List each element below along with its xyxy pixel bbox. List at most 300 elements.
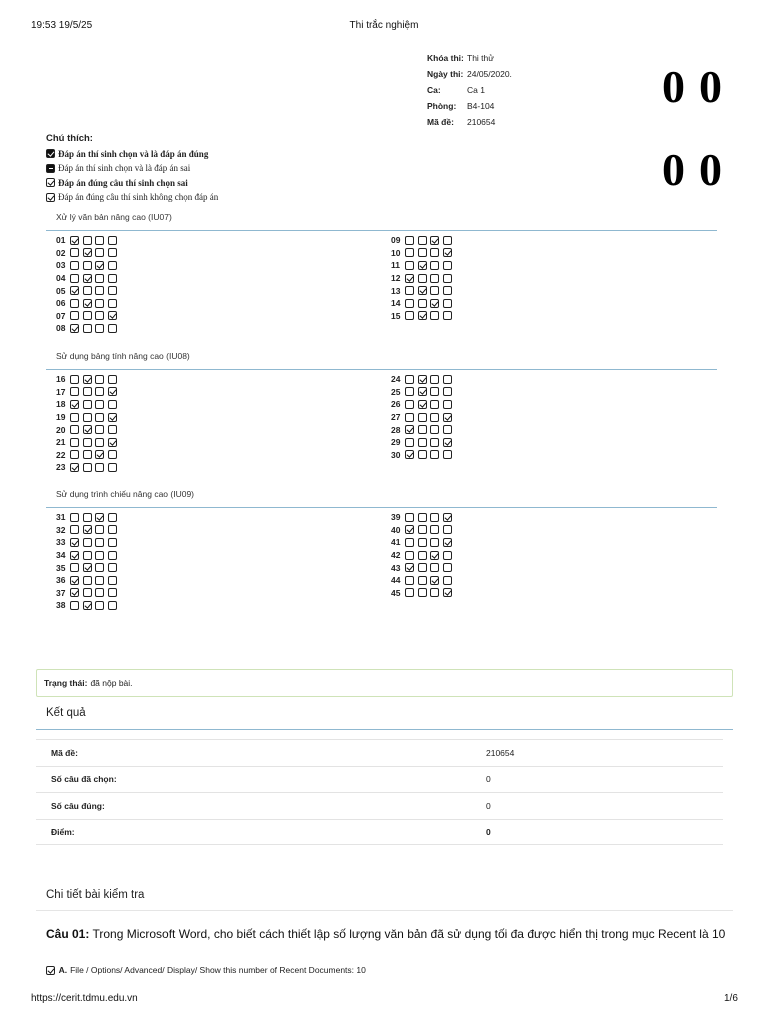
check-box-icon [443, 513, 452, 522]
question-body: Trong Microsoft Word, cho biết cách thiết lập số lượng văn bản đã sử dụng tối đa được hiển thị trong mục Recent là 10 [89, 927, 726, 941]
empty-box-icon [83, 236, 92, 245]
question-number: 19 [56, 412, 66, 423]
empty-box-icon [95, 324, 104, 333]
empty-box-icon [418, 248, 427, 257]
result-heading: Kết quả [46, 707, 86, 719]
empty-box-icon [108, 286, 117, 295]
empty-box-icon [418, 438, 427, 447]
empty-box-icon [83, 588, 92, 597]
answer-row [56, 386, 120, 399]
answer-row [391, 411, 455, 424]
empty-box-icon [108, 551, 117, 560]
answer-row [56, 549, 120, 562]
question-number: 04 [56, 273, 66, 284]
empty-box-icon [108, 576, 117, 585]
answer-text: File / Options/ Advanced/ Display/ Show this number of Recent Documents: 10 [70, 965, 366, 975]
empty-box-icon [108, 525, 117, 534]
question-number: 39 [391, 512, 401, 523]
empty-box-icon [405, 576, 414, 585]
answer-row [56, 310, 120, 323]
question-number: 10 [391, 247, 401, 258]
empty-box-icon [83, 387, 92, 396]
page-title: Thi trắc nghiệm [349, 20, 419, 31]
question-number: 02 [56, 247, 66, 258]
check-box-icon [443, 538, 452, 547]
empty-box-icon [405, 375, 414, 384]
empty-box-icon [70, 261, 79, 270]
empty-box-icon [108, 274, 117, 283]
check-box-icon [83, 601, 92, 610]
legend-item-text: Đáp án thí sinh chọn và là đáp án đúng [58, 148, 209, 159]
result-label: Điểm: [51, 826, 75, 837]
empty-box-icon [443, 551, 452, 560]
empty-box-icon [430, 387, 439, 396]
question-number: 45 [391, 587, 401, 598]
question-number: 44 [391, 575, 401, 586]
question-number: 26 [391, 399, 401, 410]
question-number: 07 [56, 310, 66, 321]
empty-box-icon [95, 525, 104, 534]
result-label: Mã đề: [51, 747, 78, 758]
answer-row [56, 436, 120, 449]
empty-box-icon [443, 576, 452, 585]
footer-page: 1/6 [724, 993, 738, 1004]
section-divider [46, 507, 717, 508]
empty-box-icon [443, 425, 452, 434]
empty-box-icon [95, 563, 104, 572]
question-number: 09 [391, 235, 401, 246]
question-number: 25 [391, 386, 401, 397]
answer-row [56, 297, 120, 310]
question-number: 24 [391, 374, 401, 385]
empty-box-icon [95, 286, 104, 295]
empty-box-icon [95, 425, 104, 434]
legend-item [46, 161, 218, 176]
empty-box-icon [418, 413, 427, 422]
empty-box-icon [405, 513, 414, 522]
question-number: 14 [391, 298, 401, 309]
empty-box-icon [108, 248, 117, 257]
check-box-icon [405, 563, 414, 572]
exam-info-row [427, 98, 512, 114]
empty-box-icon [83, 513, 92, 522]
answer-row [56, 536, 120, 549]
exam-info-row [427, 66, 512, 82]
empty-box-icon [83, 463, 92, 472]
question-number: 40 [391, 524, 401, 535]
check-box-icon [108, 413, 117, 422]
legend-item [46, 190, 218, 205]
filled-check-box-icon [46, 149, 55, 158]
exam-info-value: Thi thử [467, 53, 494, 63]
empty-box-icon [430, 248, 439, 257]
result-value: 210654 [486, 747, 515, 758]
empty-box-icon [430, 563, 439, 572]
empty-box-icon [70, 525, 79, 534]
answer-column-left [56, 373, 120, 474]
empty-box-icon [108, 563, 117, 572]
question-number: 13 [391, 285, 401, 296]
result-value: 0 [486, 800, 491, 811]
result-row [36, 819, 723, 846]
exam-info [427, 50, 512, 130]
check-box-icon [108, 387, 117, 396]
detail-heading: Chi tiết bài kiểm tra [46, 889, 145, 901]
check-box-icon [70, 324, 79, 333]
empty-box-icon [443, 311, 452, 320]
question-number: 43 [391, 562, 401, 573]
empty-box-icon [108, 324, 117, 333]
question-number: 01 [56, 235, 66, 246]
legend-item-text: Đáp án đúng câu thí sinh không chọn đáp án [58, 192, 219, 202]
empty-box-icon [430, 538, 439, 547]
check-box-icon [46, 178, 55, 187]
question-number: 41 [391, 537, 401, 548]
empty-box-icon [108, 588, 117, 597]
empty-box-icon [418, 551, 427, 560]
check-box-icon [83, 375, 92, 384]
empty-box-icon [70, 601, 79, 610]
empty-box-icon [405, 286, 414, 295]
question-number: 33 [56, 537, 66, 548]
empty-box-icon [443, 236, 452, 245]
empty-box-icon [95, 601, 104, 610]
question-number: 37 [56, 587, 66, 598]
question-number: 32 [56, 524, 66, 535]
answer-row [391, 574, 455, 587]
answer-row [391, 373, 455, 386]
empty-box-icon [95, 299, 104, 308]
answer-row [391, 436, 455, 449]
empty-box-icon [108, 538, 117, 547]
score-display-bottom: 00 [662, 144, 736, 195]
empty-box-icon [95, 400, 104, 409]
empty-box-icon [443, 299, 452, 308]
empty-box-icon [95, 375, 104, 384]
answer-row [56, 574, 120, 587]
empty-box-icon [83, 576, 92, 585]
answer-row [56, 599, 120, 612]
empty-box-icon [70, 425, 79, 434]
answer-column-right [391, 373, 455, 461]
empty-box-icon [418, 450, 427, 459]
empty-box-icon [430, 413, 439, 422]
answer-row [391, 247, 455, 260]
empty-box-icon [430, 525, 439, 534]
check-box-icon [443, 413, 452, 422]
answer-row [391, 234, 455, 247]
question-number: 22 [56, 449, 66, 460]
empty-box-icon [83, 551, 92, 560]
empty-box-icon [443, 286, 452, 295]
answer-row [56, 398, 120, 411]
empty-box-icon [70, 387, 79, 396]
check-box-icon [430, 576, 439, 585]
question-number: 28 [391, 424, 401, 435]
answer-row [56, 411, 120, 424]
exam-info-label: Phòng: [427, 101, 457, 111]
answer-row [391, 549, 455, 562]
check-box-icon [405, 450, 414, 459]
exam-info-value: 24/05/2020. [467, 69, 512, 79]
empty-box-icon [405, 299, 414, 308]
check-box-icon [418, 286, 427, 295]
empty-box-icon [83, 324, 92, 333]
check-box-icon [405, 274, 414, 283]
empty-box-icon [430, 375, 439, 384]
footer-url: https://cerit.tdmu.edu.vn [31, 993, 138, 1004]
check-box-icon [443, 588, 452, 597]
answer-row [56, 284, 120, 297]
result-label: Số câu đã chọn: [51, 774, 117, 785]
answer-row [391, 587, 455, 600]
result-row [36, 739, 723, 766]
question-number: 11 [391, 260, 400, 271]
empty-box-icon [443, 563, 452, 572]
status-value: đã nộp bài. [90, 678, 133, 688]
check-box-icon [95, 450, 104, 459]
empty-box-icon [405, 400, 414, 409]
answer-row [391, 272, 455, 285]
question-number: 16 [56, 374, 66, 385]
answer-row [56, 259, 120, 272]
empty-box-icon [95, 248, 104, 257]
check-box-icon [418, 311, 427, 320]
empty-box-icon [70, 248, 79, 257]
empty-box-icon [70, 311, 79, 320]
question-number: 34 [56, 550, 66, 561]
check-box-icon [70, 588, 79, 597]
result-table [36, 739, 723, 845]
empty-box-icon [95, 438, 104, 447]
empty-box-icon [443, 400, 452, 409]
answer-row [56, 234, 120, 247]
answer-row [391, 398, 455, 411]
exam-info-label: Mã đề: [427, 117, 454, 127]
question-number: 18 [56, 399, 66, 410]
empty-box-icon [83, 286, 92, 295]
question-label: Câu 01: [46, 927, 90, 941]
check-box-icon [70, 400, 79, 409]
answer-row [56, 587, 120, 600]
answer-option [46, 965, 366, 975]
answer-row [391, 423, 455, 436]
check-box-icon [70, 551, 79, 560]
empty-box-icon [83, 438, 92, 447]
filled-minus-box-icon [46, 164, 55, 173]
empty-box-icon [430, 438, 439, 447]
empty-box-icon [70, 375, 79, 384]
exam-info-row [427, 50, 512, 66]
empty-box-icon [83, 261, 92, 270]
check-box-icon [46, 966, 55, 975]
empty-box-icon [108, 400, 117, 409]
question-number: 23 [56, 462, 66, 473]
legend [46, 132, 218, 205]
question-number: 08 [56, 323, 66, 334]
answer-row [56, 461, 120, 474]
check-box-icon [70, 236, 79, 245]
empty-box-icon [418, 236, 427, 245]
answer-row [391, 561, 455, 574]
empty-box-icon [83, 538, 92, 547]
answer-row [56, 561, 120, 574]
empty-box-icon [430, 400, 439, 409]
question-number: 38 [56, 600, 66, 611]
check-box-icon [430, 551, 439, 560]
section-title: Sử dụng trình chiếu nâng cao (IU09) [56, 489, 194, 499]
legend-item [46, 147, 218, 162]
question-number: 17 [56, 386, 66, 397]
empty-box-icon [70, 274, 79, 283]
empty-box-icon [83, 311, 92, 320]
empty-box-icon [108, 463, 117, 472]
empty-box-icon [430, 261, 439, 270]
result-divider [36, 729, 733, 730]
empty-box-icon [418, 513, 427, 522]
check-box-icon [108, 311, 117, 320]
empty-box-icon [405, 588, 414, 597]
empty-box-icon [443, 261, 452, 270]
answer-label: A. [58, 965, 68, 975]
check-box-icon [70, 286, 79, 295]
check-box-icon [83, 563, 92, 572]
answer-row [56, 272, 120, 285]
empty-box-icon [443, 525, 452, 534]
empty-box-icon [405, 236, 414, 245]
status-box [36, 669, 733, 697]
check-box-icon [83, 248, 92, 257]
result-value: 0 [486, 774, 491, 785]
empty-box-icon [95, 274, 104, 283]
legend-item-text: Đáp án đúng câu thí sinh chọn sai [58, 177, 188, 188]
empty-box-icon [430, 588, 439, 597]
answer-row [391, 449, 455, 462]
section-title: Xử lý văn bản nâng cao (IU07) [56, 212, 172, 222]
exam-info-label: Khóa thi: [427, 53, 464, 63]
empty-box-icon [430, 450, 439, 459]
empty-box-icon [70, 450, 79, 459]
empty-box-icon [108, 299, 117, 308]
empty-box-icon [95, 463, 104, 472]
empty-box-icon [70, 563, 79, 572]
score-display-top: 00 [662, 61, 736, 112]
empty-box-icon [430, 286, 439, 295]
answer-row [56, 423, 120, 436]
question-number: 30 [391, 449, 401, 460]
answer-row [391, 386, 455, 399]
empty-box-icon [443, 274, 452, 283]
empty-box-icon [418, 525, 427, 534]
answer-row [56, 373, 120, 386]
answer-row [391, 284, 455, 297]
check-box-icon [95, 513, 104, 522]
empty-box-icon [405, 551, 414, 560]
check-box-icon [405, 425, 414, 434]
answer-row [391, 310, 455, 323]
check-box-icon [418, 375, 427, 384]
exam-info-value: B4-104 [467, 101, 495, 111]
empty-box-icon [83, 400, 92, 409]
question-text [46, 927, 728, 941]
answer-column-left [56, 511, 120, 612]
check-box-icon [83, 525, 92, 534]
answer-row [56, 511, 120, 524]
exam-info-row [427, 82, 512, 98]
legend-item [46, 176, 218, 191]
question-number: 03 [56, 260, 66, 271]
empty-box-icon [418, 425, 427, 434]
empty-box-icon [70, 413, 79, 422]
check-box-icon [83, 274, 92, 283]
empty-box-icon [108, 236, 117, 245]
empty-box-icon [405, 438, 414, 447]
check-box-icon [108, 438, 117, 447]
question-number: 27 [391, 412, 401, 423]
answer-row [391, 259, 455, 272]
empty-box-icon [95, 551, 104, 560]
status-label: Trạng thái: [44, 678, 88, 688]
check-box-icon [418, 261, 427, 270]
answer-row [56, 524, 120, 537]
result-label: Số câu đúng: [51, 800, 105, 811]
empty-box-icon [430, 425, 439, 434]
question-number: 29 [391, 437, 401, 448]
section-divider [46, 230, 717, 231]
exam-info-value: 210654 [467, 117, 496, 127]
answer-column-right [391, 234, 455, 322]
empty-box-icon [108, 375, 117, 384]
empty-box-icon [108, 601, 117, 610]
question-number: 35 [56, 562, 66, 573]
legend-title: Chú thích: [46, 133, 93, 144]
check-box-icon [46, 193, 55, 202]
empty-box-icon [95, 588, 104, 597]
empty-box-icon [108, 425, 117, 434]
check-box-icon [418, 387, 427, 396]
result-row [36, 792, 723, 819]
empty-box-icon [405, 413, 414, 422]
empty-box-icon [443, 375, 452, 384]
empty-box-icon [83, 450, 92, 459]
empty-box-icon [70, 513, 79, 522]
empty-box-icon [430, 311, 439, 320]
check-box-icon [443, 438, 452, 447]
answer-row [56, 449, 120, 462]
answer-column-right [391, 511, 455, 599]
check-box-icon [70, 576, 79, 585]
answer-row [56, 322, 120, 335]
answer-row [56, 247, 120, 260]
empty-box-icon [95, 538, 104, 547]
print-datetime: 19:53 19/5/25 [31, 20, 93, 31]
question-number: 15 [391, 310, 401, 321]
check-box-icon [430, 299, 439, 308]
empty-box-icon [70, 438, 79, 447]
question-number: 42 [391, 550, 401, 561]
question-number: 06 [56, 298, 66, 309]
question-number: 36 [56, 575, 66, 586]
answer-row [391, 297, 455, 310]
check-box-icon [405, 525, 414, 534]
check-box-icon [83, 299, 92, 308]
empty-box-icon [443, 387, 452, 396]
check-box-icon [70, 538, 79, 547]
detail-divider [36, 910, 733, 911]
result-row [36, 766, 723, 793]
empty-box-icon [418, 538, 427, 547]
empty-box-icon [430, 513, 439, 522]
